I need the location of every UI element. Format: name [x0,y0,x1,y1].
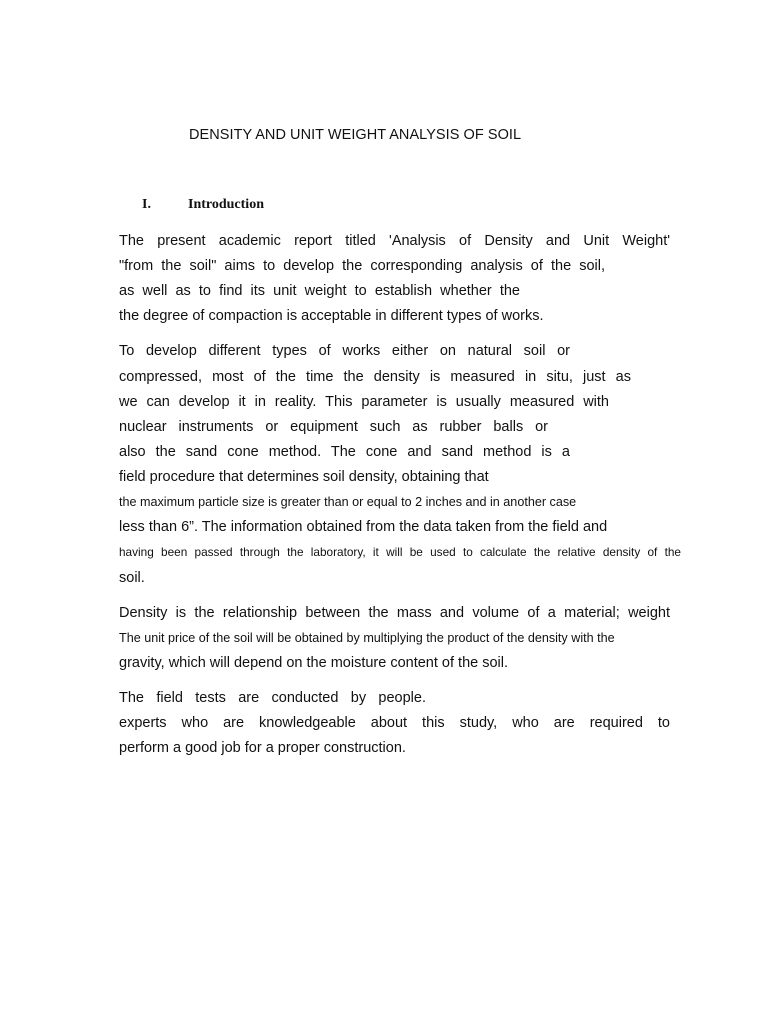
paragraph-4-line-3: perform a good job for a proper construction. [119,740,406,756]
paragraph-2-line-8: less than 6”. The information obtained from the data taken from the field and [119,519,608,535]
paragraph-2-line-2: compressed, most of the time the density is measured in situ, just as [119,369,631,385]
paragraph-3-line-2: The unit price of the soil will be obtained by multiplying the product of the density with the [119,631,615,645]
paragraph-3-line-1: Density is the relationship between the mass and volume of a material; weight [119,605,670,621]
paragraph-2-line-5: also the sand cone method. The cone and sand method is a [119,444,570,460]
paragraph-2-line-4: nuclear instruments or equipment such as rubber balls or [119,419,548,435]
paragraph-2-line-1: To develop different types of works either on natural soil or [119,343,570,359]
paragraph-1-line-1: The present academic report titled 'Analysis of Density and Unit Weight' [119,233,670,249]
paragraph-4-line-2: experts who are knowledgeable about this study, who are required to [119,715,670,731]
paragraph-3-line-3: gravity, which will depend on the moisture content of the soil. [119,655,509,671]
document-title: DENSITY AND UNIT WEIGHT ANALYSIS OF SOIL [189,127,522,143]
paragraph-1-line-4: the degree of compaction is acceptable in different types of works. [119,308,544,324]
section-number: I. [142,197,151,212]
paragraph-4-line-1: The field tests are conducted by people. [119,690,426,706]
paragraph-1-line-2: "from the soil" aims to develop the corresponding analysis of the soil, [119,258,605,274]
paragraph-1-line-3: as well as to find its unit weight to establish whether the [119,283,520,299]
paragraph-2-line-6: field procedure that determines soil density, obtaining that [119,469,489,485]
paragraph-2-line-7: the maximum particle size is greater than or equal to 2 inches and in another case [119,495,577,509]
paragraph-2-line-10: soil. [119,570,145,586]
section-heading: Introduction [188,197,264,212]
paragraph-2-line-3: we can develop it in reality. This parameter is usually measured with [119,394,609,410]
paragraph-2-line-9: having been passed through the laboratory, it will be used to calculate the relative density of the [119,545,681,559]
